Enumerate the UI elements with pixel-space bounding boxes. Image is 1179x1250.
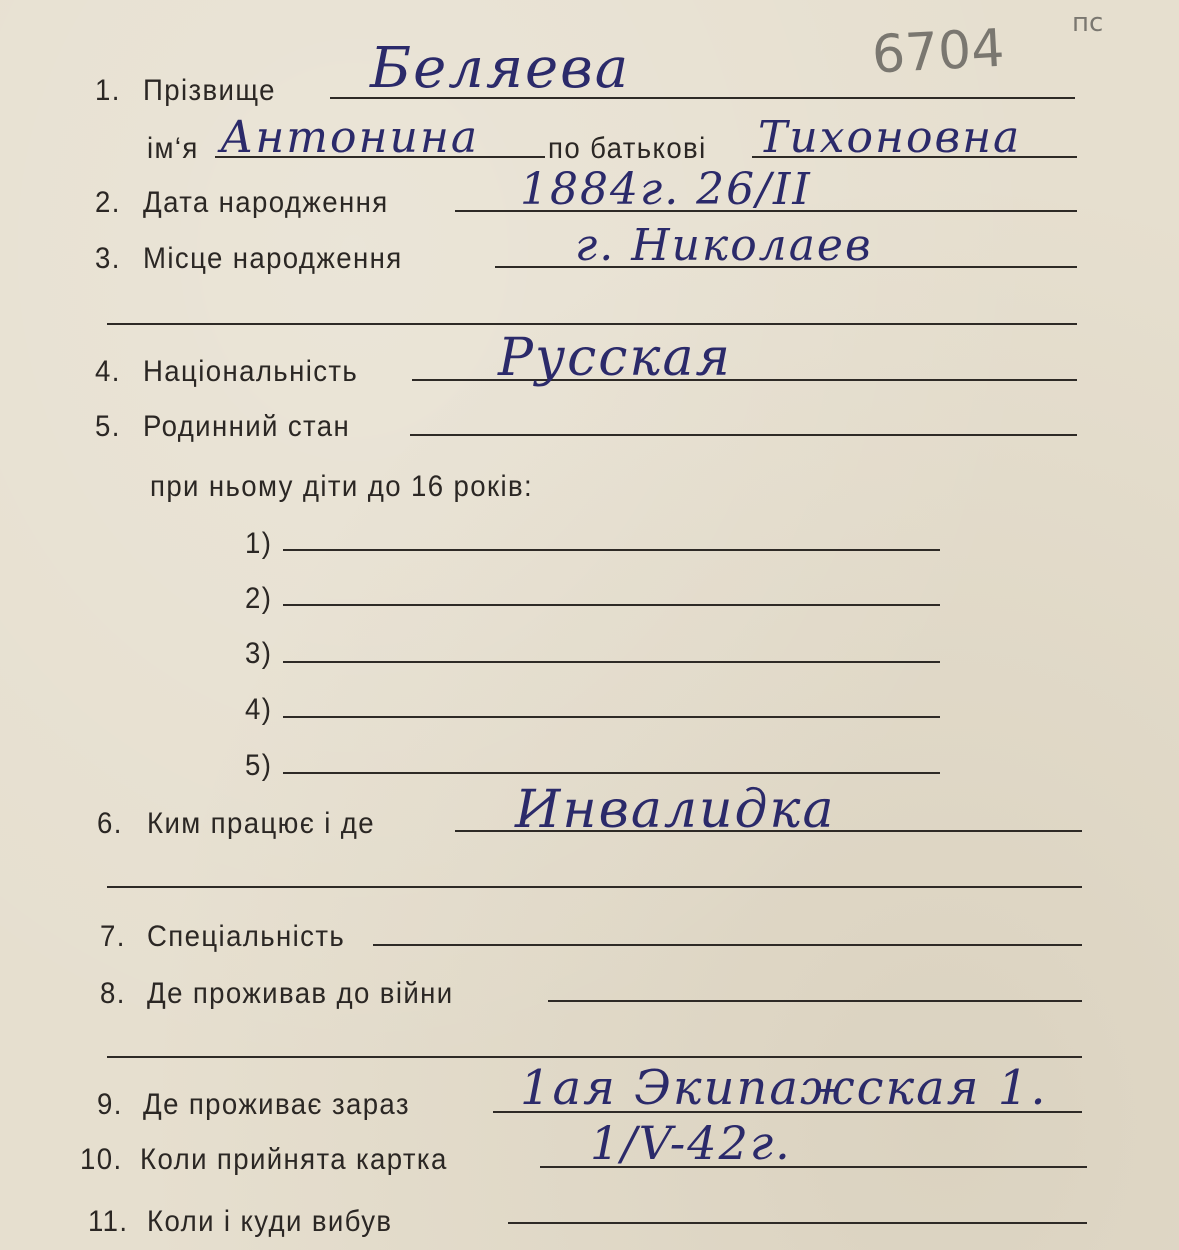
child-item-1: 1) bbox=[245, 527, 273, 560]
departure-line bbox=[508, 1222, 1087, 1224]
first-name-value: Антонина bbox=[220, 112, 480, 163]
current-residence-value: 1ая Экипажская 1. bbox=[520, 1060, 1048, 1116]
birth-place-label: Місце народження bbox=[143, 242, 403, 275]
first-name-label: ім‘я bbox=[147, 132, 199, 165]
prewar-residence-label: Де проживав до війни bbox=[147, 977, 454, 1010]
child-line-5 bbox=[283, 772, 940, 774]
specialty-label: Спеціальність bbox=[147, 920, 346, 953]
surname-label: Прізвище bbox=[143, 74, 276, 107]
prewar-residence-line-2 bbox=[107, 1056, 1082, 1058]
birth-place-value: г. Николаев bbox=[575, 220, 873, 271]
occupation-label: Ким працює і де bbox=[147, 807, 376, 840]
child-item-2: 2) bbox=[245, 582, 273, 615]
birth-date-label: Дата народження bbox=[143, 186, 389, 219]
occupation-value: Инвалидка bbox=[515, 780, 836, 840]
nationality-number: 4. bbox=[95, 355, 121, 388]
child-line-2 bbox=[283, 604, 940, 606]
birth-place-number: 3. bbox=[95, 242, 121, 275]
child-line-1 bbox=[283, 549, 940, 551]
departure-number: 11. bbox=[88, 1205, 129, 1238]
family-status-line bbox=[410, 434, 1077, 436]
occupation-line-2 bbox=[107, 886, 1082, 888]
archive-number: 6704 bbox=[870, 18, 1006, 86]
card-accepted-label: Коли прийнята картка bbox=[140, 1143, 448, 1176]
birth-place-line-2 bbox=[107, 323, 1077, 325]
departure-label: Коли і куди вибув bbox=[147, 1205, 393, 1238]
birth-date-value: 1884г. 26/II bbox=[520, 164, 812, 215]
occupation-number: 6. bbox=[97, 807, 123, 840]
birth-date-number: 2. bbox=[95, 186, 121, 219]
surname-number: 1. bbox=[95, 74, 121, 107]
child-item-5: 5) bbox=[245, 749, 273, 782]
current-residence-number: 9. bbox=[97, 1088, 123, 1121]
nationality-value: Русская bbox=[498, 328, 732, 388]
family-status-number: 5. bbox=[95, 410, 121, 443]
children-label: при ньому діти до 16 років: bbox=[150, 470, 534, 503]
patronymic-label: по батькові bbox=[548, 132, 707, 165]
child-line-3 bbox=[283, 661, 940, 663]
nationality-label: Національність bbox=[143, 355, 359, 388]
child-item-3: 3) bbox=[245, 637, 273, 670]
child-line-4 bbox=[283, 716, 940, 718]
card-accepted-number: 10. bbox=[80, 1143, 123, 1176]
prewar-residence-number: 8. bbox=[100, 977, 126, 1010]
prewar-residence-line bbox=[548, 1000, 1082, 1002]
patronymic-value: Тихоновна bbox=[758, 112, 1022, 163]
surname-value: Беляева bbox=[370, 36, 631, 101]
current-residence-label: Де проживає зараз bbox=[143, 1088, 410, 1121]
specialty-number: 7. bbox=[100, 920, 126, 953]
family-status-label: Родинний стан bbox=[143, 410, 351, 443]
archive-suffix: пс bbox=[1072, 8, 1104, 38]
child-item-4: 4) bbox=[245, 693, 273, 726]
card-accepted-value: 1/V-42г. bbox=[590, 1116, 792, 1170]
specialty-line bbox=[373, 944, 1082, 946]
